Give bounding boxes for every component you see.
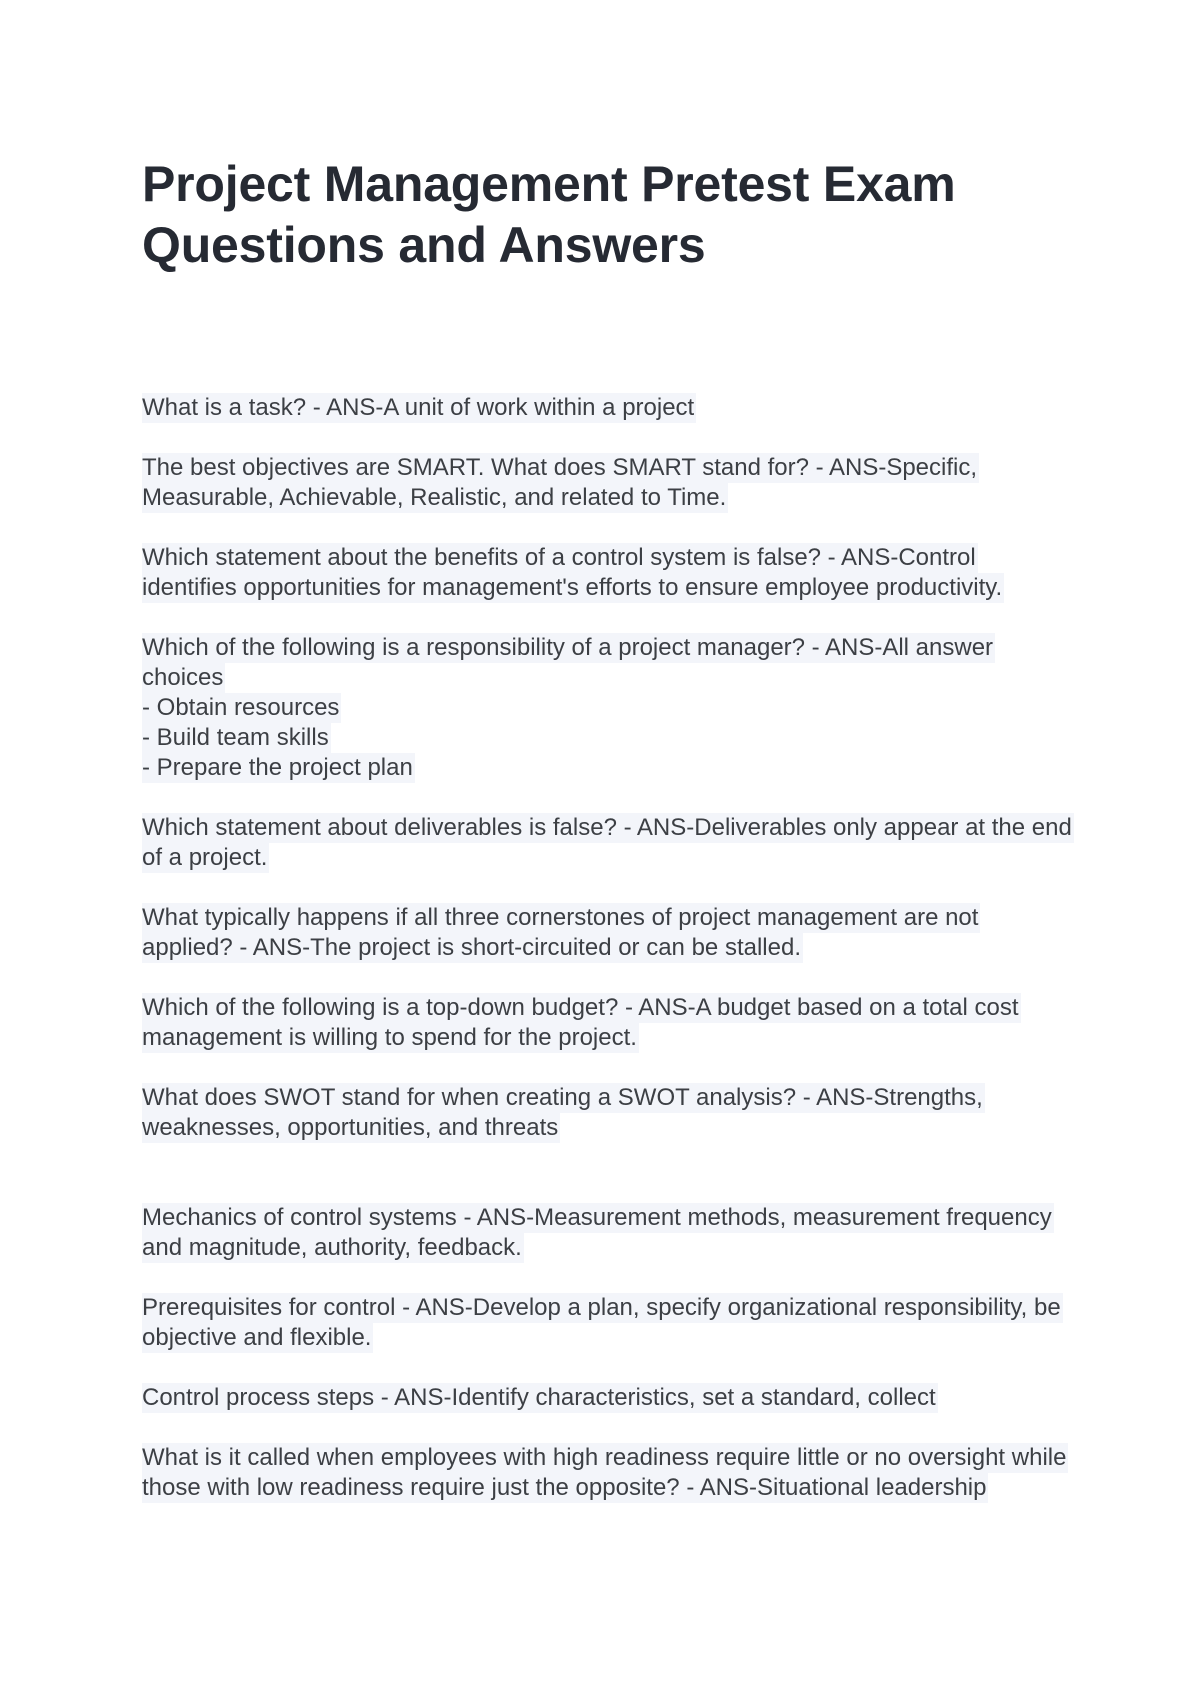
qa-list [142,393,1072,1503]
qa-text: What is it called when employees with high readiness require little or no oversight while those with low readiness require just the opposite? - ANS-Situational leadership [142,1444,1067,1501]
qa-text: What does SWOT stand for when creating a SWOT analysis? - ANS-Strengths, weaknesses, opportunities, and threats [142,1084,983,1141]
qa-item [142,813,1072,873]
qa-item [142,633,1072,783]
title-line-1: Project Management Pretest Exam [142,156,956,212]
qa-text: Which of the following is a top-down budget? - ANS-A budget based on a total cost management is willing to spend for the project. [142,994,1019,1051]
qa-item [142,1443,1072,1503]
qa-item [142,1083,1072,1143]
qa-sub-item: - Prepare the project plan [142,754,413,781]
qa-item [142,903,1072,963]
qa-text: What typically happens if all three cornerstones of project management are not applied? - ANS-The project is short-circuited or can be stalled. [142,904,979,961]
document-page [142,0,1072,1533]
qa-text: Mechanics of control systems - ANS-Measurement methods, measurement frequency and magnitude, authority, feedback. [142,1204,1052,1261]
qa-item [142,1203,1072,1263]
qa-text: Prerequisites for control - ANS-Develop a plan, specify organizational responsibility, be objective and flexible. [142,1294,1061,1351]
qa-item [142,543,1072,603]
document-title [142,0,1072,276]
qa-text: The best objectives are SMART. What does SMART stand for? - ANS-Specific, Measurable, Achievable, Realistic, and related to Time. [142,454,978,511]
qa-text: Which of the following is a responsibility of a project manager? - ANS-All answer choices [142,634,994,691]
qa-item [142,993,1072,1053]
qa-item [142,1293,1072,1353]
qa-text: What is a task? - ANS-A unit of work within a project [142,394,695,421]
qa-item [142,453,1072,513]
qa-text: Which statement about deliverables is false? - ANS-Deliverables only appear at the end of a project. [142,814,1072,871]
qa-item [142,1383,1072,1413]
title-line-2: Questions and Answers [142,217,706,273]
qa-sub-item: - Build team skills [142,724,329,751]
qa-text: Control process steps - ANS-Identify characteristics, set a standard, collect [142,1384,936,1411]
qa-text: Which statement about the benefits of a control system is false? - ANS-Control identifies opportunities for management's efforts to ensure employee productivity. [142,544,1003,601]
qa-item [142,393,1072,423]
qa-sub-item: - Obtain resources [142,694,340,721]
